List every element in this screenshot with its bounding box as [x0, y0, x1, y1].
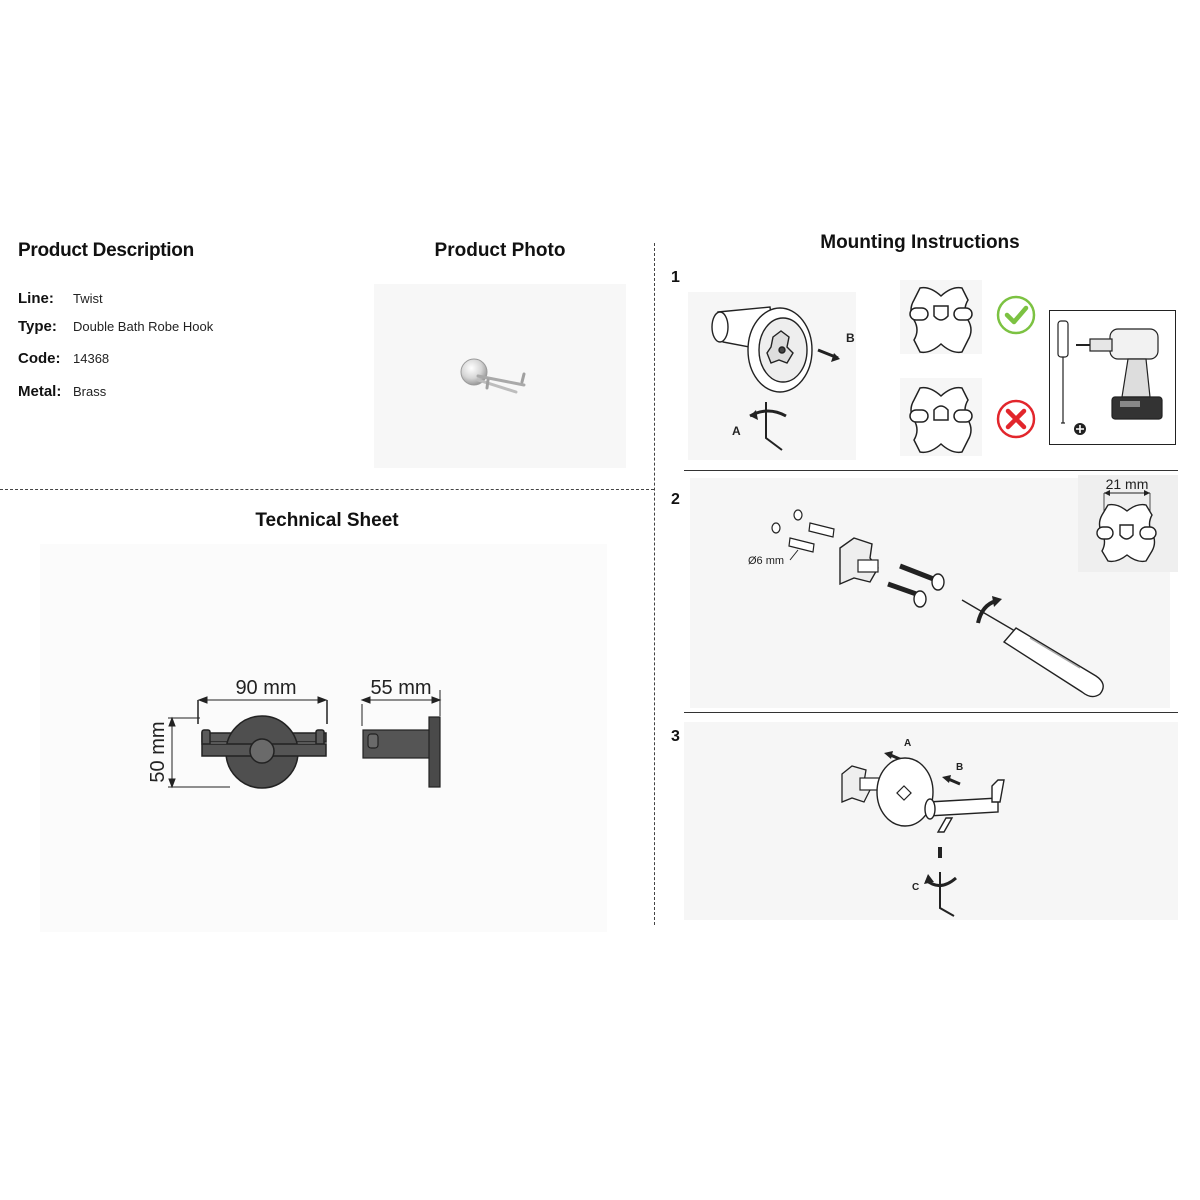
- line-value: Twist: [73, 291, 103, 306]
- screwdriver-icon: [1058, 321, 1068, 423]
- check-icon: [996, 295, 1036, 335]
- side-view-drawing: [363, 717, 440, 787]
- mounting-instructions-title: Mounting Instructions: [820, 232, 1020, 253]
- step-separator: [684, 470, 1178, 471]
- product-photo: [374, 284, 626, 468]
- code-label: Code:: [18, 350, 61, 367]
- code-value: 14368: [73, 351, 110, 366]
- product-photo-title: Product Photo: [434, 240, 566, 261]
- type-value: Double Bath Robe Hook: [73, 319, 214, 334]
- front-view-drawing: [198, 700, 327, 788]
- plate-width-inset: [1078, 475, 1178, 572]
- correct-plate-orientation: [900, 280, 982, 354]
- metal-label: Metal:: [18, 383, 62, 400]
- metal-value: Brass: [73, 384, 107, 399]
- product-description-title: Product Description: [18, 240, 194, 261]
- step-1-number: 1: [671, 269, 680, 286]
- plus-icon: [1074, 423, 1086, 435]
- power-drill-icon: [1076, 329, 1162, 419]
- step-3-number: 3: [671, 728, 680, 745]
- technical-drawing: [40, 544, 607, 932]
- step-2-number: 2: [671, 491, 680, 508]
- step-1-disassembly-diagram: [688, 292, 856, 460]
- step-2-screwdriver: [962, 600, 1103, 697]
- vertical-divider: [654, 243, 655, 925]
- description-row-line: [18, 290, 103, 307]
- step-3-arrow-b-label: B: [956, 762, 964, 773]
- wrong-plate-orientation: [900, 378, 982, 456]
- description-row-type: [18, 318, 213, 335]
- description-row-code: [18, 350, 109, 367]
- line-label: Line:: [18, 290, 54, 307]
- cross-icon: [996, 399, 1036, 439]
- horizontal-divider: [0, 489, 654, 490]
- tools-box: [1049, 310, 1176, 445]
- step-1-arrow-a-label: A: [732, 424, 741, 438]
- drill-diameter-label: Ø6 mm: [748, 555, 785, 567]
- depth-dimension-label: 55 mm: [370, 677, 432, 699]
- step-separator: [684, 712, 1178, 713]
- step-3-assembly-diagram: [684, 722, 1178, 920]
- width-dimension-label: 90 mm: [235, 677, 297, 699]
- step-3-arrow-c-label: C: [912, 882, 920, 893]
- step-1-arrow-b-label: B: [846, 331, 855, 345]
- description-row-metal: [18, 383, 106, 400]
- height-dimension-label: 50 mm: [147, 721, 169, 783]
- technical-sheet-title: Technical Sheet: [255, 510, 399, 531]
- plate-width-label: 21 mm: [1105, 476, 1149, 492]
- type-label: Type:: [18, 318, 57, 335]
- step-3-arrow-a-label: A: [904, 738, 912, 749]
